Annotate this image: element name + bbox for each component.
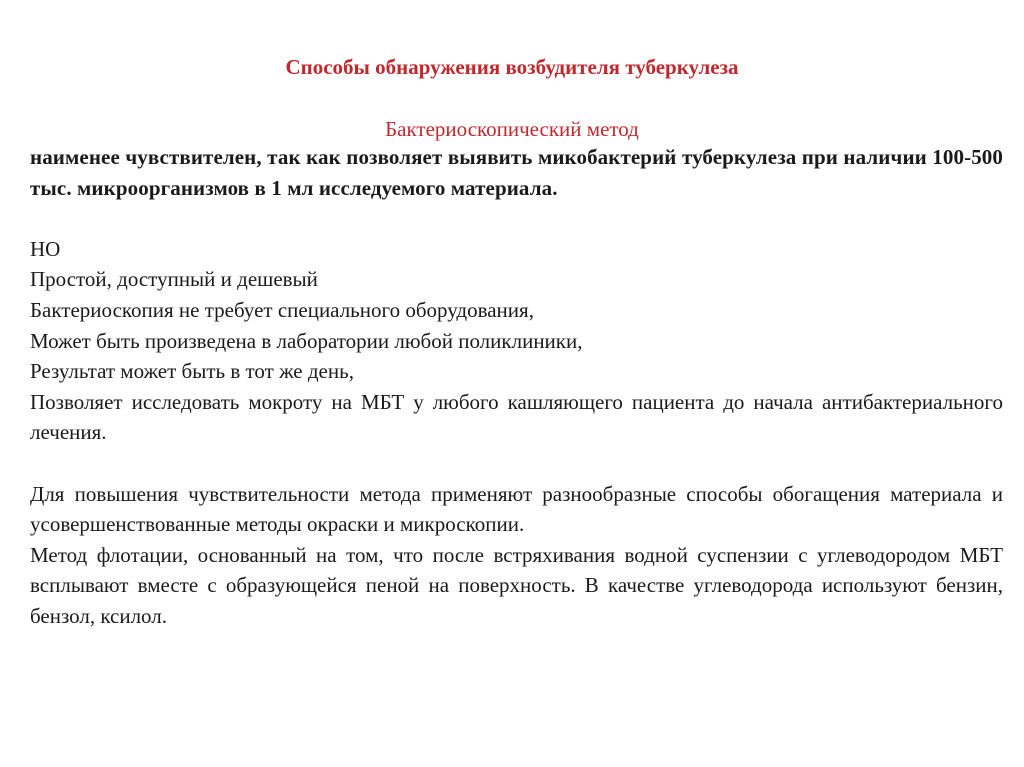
slide-body — [30, 142, 1003, 632]
list-item: Бактериоскопия не требует специального оборудования, — [30, 297, 534, 322]
spacer — [30, 448, 1003, 479]
sensitivity-paragraph: Для повышения чувствительности метода применяют разнообразные способы обогащения материала и усовершенствованные методы окраски и микроскопии. — [30, 481, 1003, 537]
spacer — [30, 203, 1003, 234]
list-item: НО — [30, 236, 61, 261]
list-item: Простой, доступный и дешевый — [30, 267, 318, 292]
sputum-paragraph: Позволяет исследовать мокроту на МБТ у любого кашляющего пациента до начала антибактериального лечения. — [30, 389, 1003, 445]
flotation-paragraph: Метод флотации, основанный на том, что после встряхивания водной суспензии с углеводородом МБТ всплывают вместе с образующейся пеной на поверхность. В качестве углеводорода используют бензин, бензол, ксилол. — [30, 542, 1003, 628]
list-item: Может быть произведена в лаборатории любой поликлиники, — [30, 328, 583, 353]
slide-subtitle: Бактериоскопический метод — [385, 117, 639, 141]
list-item: Результат может быть в тот же день, — [30, 359, 354, 384]
sensitivity-statement: наименее чувствителен, так как позволяет выявить микобактерий туберкулеза при наличии 100-500 тыс. микроорганизмов в 1 мл исследуемого материала. — [30, 145, 1003, 200]
slide-title: Способы обнаружения возбудителя туберкулеза — [285, 55, 739, 79]
